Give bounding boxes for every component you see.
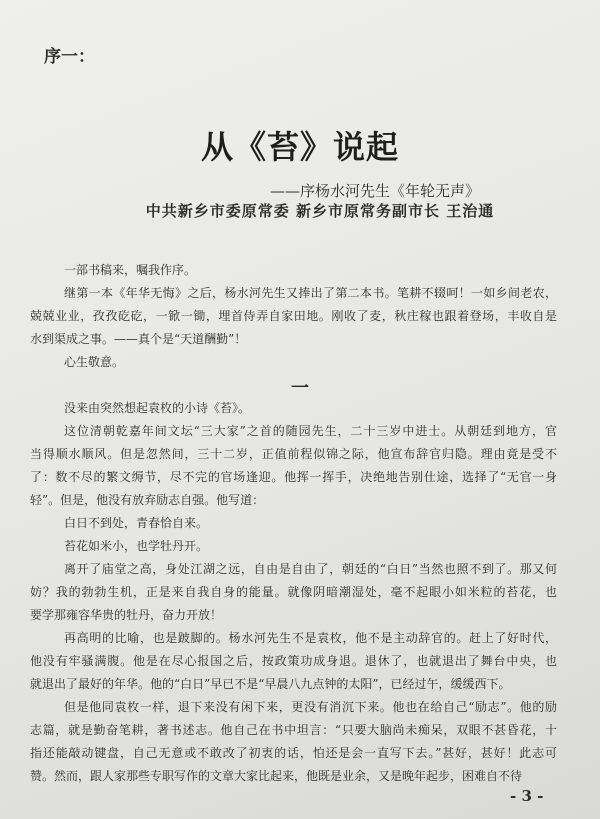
text-line: 他没有牢骚满腹。他是在尽心报国之后，按政策功成身退。退休了，也就退出了舞台中央，也: [30, 654, 557, 668]
paragraph: [30, 259, 557, 282]
text-line: 一部书稿来，嘱我作序。: [64, 263, 197, 277]
text-line: 心生敬意。: [64, 355, 125, 369]
page-title: 从《苔》说起: [200, 128, 399, 166]
text-line: 志篇，就是勤奋笔耕，著书述志。他自己在书中坦言：“只要大脑尚未痴呆，双眼不甚昏花，十: [30, 723, 557, 737]
text-line: 妨？我的勃勃生机，正是来自我自身的能量。就像阴暗潮湿处，毫不起眼小如米粒的苔花，也: [30, 585, 557, 599]
text-line: 但是他同袁枚一样，退下来没有闲下来，更没有消沉下来。他也在给自己“励志”。他的励: [64, 700, 557, 714]
text-line: 再高明的比喻，也是跛脚的。杨水河先生不是袁枚，他不是主动辞官的。赶上了好时代，: [64, 631, 557, 645]
text-line: 要学那雍容华贵的牡丹，奋力开放！: [30, 608, 223, 622]
text-line: 继第一本《年华无悔》之后，杨水河先生又捧出了第二本书。笔耕不辍呵！一如乡间老农，: [64, 286, 557, 300]
text-line: 赞。然而，跟人家那些专职写作的文章大家比起来，他既是业余，又是晚年起步，困难自不待: [30, 769, 523, 783]
text-line: 水到渠成之事。——真个是“天道酬勤”！: [30, 332, 247, 346]
paragraph: [30, 512, 557, 535]
section-marker: 一: [291, 378, 309, 399]
text-line: 就退出了最好的年华。他的“白日”早已不是“早晨八九点钟的太阳”，已经过午，缓缓西下。: [30, 677, 511, 691]
body-text-part2: [30, 397, 557, 788]
paragraph: [30, 351, 557, 374]
paragraph: [30, 558, 557, 627]
text-line: 兢兢业业，孜孜矻矻，一锨一锄，埋首侍弄自家田地。刚收了麦，秋庄稼也跟着登场，丰收自是: [30, 309, 557, 323]
text-line: 离开了庙堂之高，身处江湖之远，自由是自由了，朝廷的“白日”当然也照不到了。那又何: [64, 562, 557, 576]
text-line: 指还能敲动键盘，自己无意或不敢改了初衷的话，怕还是会一直写下去。”甚好，甚好！此志可: [30, 746, 557, 760]
author-byline: 中共新乡市委原常委 新乡市原常务副市长 王治通: [145, 202, 495, 220]
paragraph: [30, 282, 557, 351]
paragraph: [30, 420, 557, 512]
body-text-part1: [30, 259, 557, 374]
preface-label: 序一：: [44, 47, 95, 67]
text-line: 没来由突然想起袁枚的小诗《苔》。: [64, 401, 251, 415]
paragraph: [30, 397, 557, 420]
paragraph: [30, 535, 557, 558]
page-number: - 3 -: [510, 787, 544, 805]
text-line: 白日不到处，青春恰自来。: [64, 516, 209, 530]
paragraph: [30, 696, 557, 788]
text-line: 这位清朝乾嘉年间文坛“三大家”之首的随园先生，二十三岁中进士。从朝廷到地方，官: [64, 424, 557, 438]
paragraph: [30, 627, 557, 696]
text-line: 轻”。但是，他没有放弃励志自强。他写道：: [30, 493, 265, 507]
text-line: 苔花如米小，也学牡丹开。: [64, 539, 209, 553]
subtitle: ——序杨水河先生《年轮无声》: [270, 182, 481, 200]
text-line: 当得顺水顺风。但是忽然间，三十二岁，正值前程似锦之际，他宣布辞官归隐。理由竟是受不: [30, 447, 557, 461]
text-line: 了：数不尽的繁文缛节，尽不完的官场逢迎。他挥一挥手，决绝地告别仕途，选择了“无官一身: [30, 470, 557, 484]
